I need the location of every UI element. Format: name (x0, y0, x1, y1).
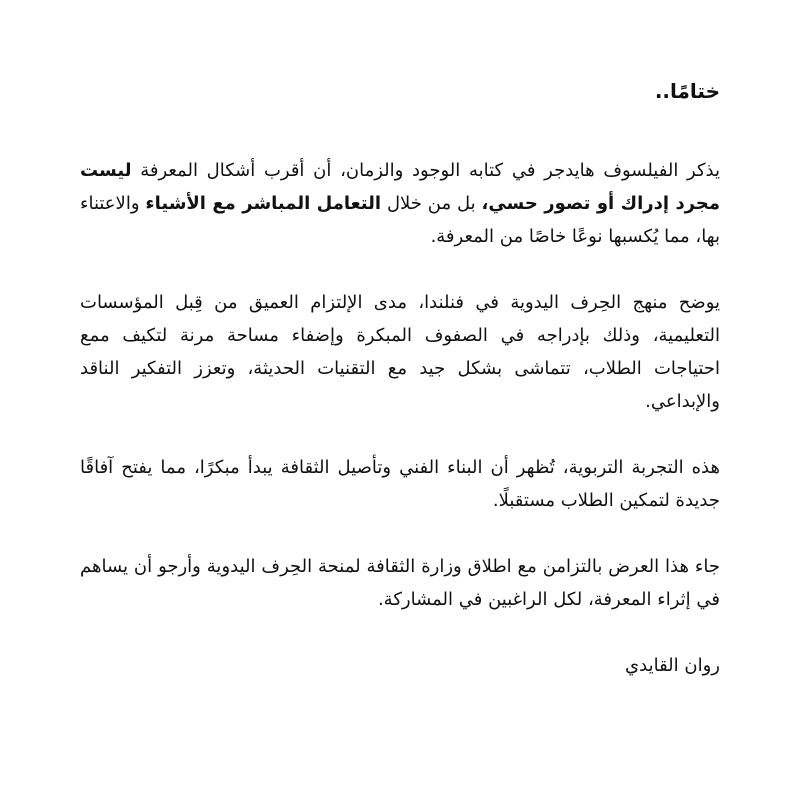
document-page (80, 76, 720, 682)
paragraph-educational-experience: هذه التجربة التربوية، تُظهر أن البناء الفني وتأصيل الثقافة يبدأ مبكرًا، مما يفتح آفاقًا جديدة لتمكين الطلاب مستقبلًا. (80, 457, 720, 511)
paragraph-1-text-c: والاعتناء بها، مما يُكسبها نوعًا خاصًا من المعرفة. (80, 193, 720, 247)
paragraph-finland-curriculum: يوضح منهج الحِرف اليدوية في فنلندا، مدى الإلتزام العميق من قِبل المؤسسات التعليمية، وذلك بإدراجه في الصفوف المبكرة وإضفاء مساحة مرنة لتكيف ممع احتياجات الطلاب، تتماشى بشكل جيد مع التقنيات الحديثة، وتعزز التفكير الناقد والإبداعي. (80, 292, 720, 412)
paragraph-heidegger (80, 154, 720, 253)
page-title: ختامًا.. (654, 79, 720, 103)
paragraph-ministry-grant: جاء هذا العرض بالتزامن مع اطلاق وزارة الثقافة لمنحة الحِرف اليدوية وأرجو أن يساهم في إثراء المعرفة، لكل الراغبين في المشاركة. (80, 556, 720, 610)
author-signature: روان القايدي (625, 655, 720, 676)
paragraph-1-text-b: بل من خلال (381, 193, 482, 214)
paragraph-1-bold-b: التعامل المباشر مع الأشياء (145, 193, 382, 214)
paragraph-1-text-a: يذكر الفيلسوف هايدجر في كتابه الوجود والزمان، أن أقرب أشكال المعرفة (131, 160, 720, 181)
paragraph-1-bold-a: ليست مجرد إدراك أو تصور حسي، (80, 160, 720, 214)
